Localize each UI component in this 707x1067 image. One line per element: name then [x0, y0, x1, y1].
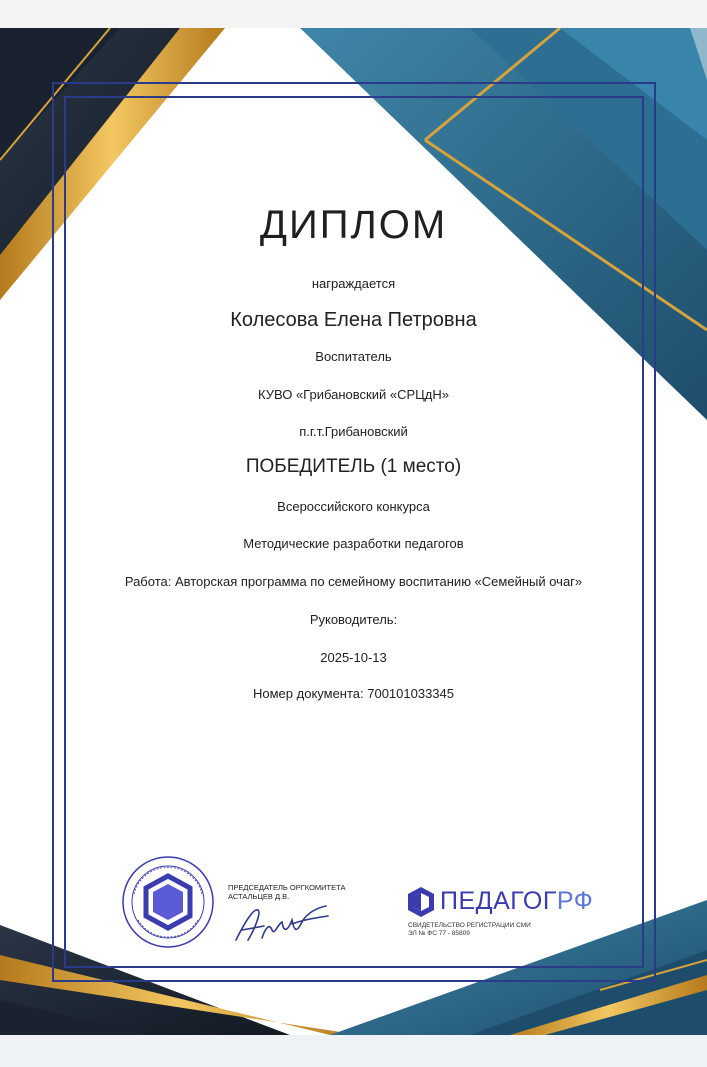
- organization-seal: [120, 854, 216, 950]
- work-title: Работа: Авторская программа по семейному воспитанию «Семейный очаг»: [124, 574, 583, 589]
- award-result: ПОБЕДИТЕЛЬ (1 место): [245, 456, 462, 477]
- chair-caption: [228, 883, 388, 901]
- hexagon-logo-icon: [406, 886, 436, 918]
- pedagog-logo: [406, 884, 606, 954]
- recipient-locality: п.г.т.Грибановский: [299, 424, 408, 439]
- supervisor-label: Руководитель:: [309, 612, 398, 627]
- issue-date: 2025-10-13: [320, 650, 387, 665]
- logo-main-text: ПЕДАГОГ: [440, 887, 557, 915]
- recipient-name: Колесова Елена Петровна: [230, 309, 477, 331]
- chair-title: ПРЕДСЕДАТЕЛЬ ОРГКОМИТЕТА: [228, 883, 346, 892]
- signature: [232, 900, 332, 946]
- diploma-title: ДИПЛОМ: [259, 203, 448, 247]
- chair-name: АСТАЛЬЦЕВ Д.В.: [228, 892, 290, 901]
- awarded-label: награждается: [311, 276, 396, 291]
- recipient-organization: КУВО «Грибановский «СРЦдН»: [258, 387, 449, 402]
- contest-type: Всероссийского конкурса: [277, 499, 430, 514]
- registration-info: [408, 922, 531, 938]
- logo-accent-text: РФ: [556, 887, 594, 915]
- recipient-position: Воспитатель: [315, 349, 392, 364]
- document-number: Номер документа: 700101033345: [253, 686, 454, 701]
- registration-line-1: СВИДЕТЕЛЬСТВО РЕГИСТРАЦИИ СМИ: [408, 922, 531, 929]
- logo-wordmark: [440, 887, 593, 916]
- contest-name: Методические разработки педагогов: [243, 536, 464, 551]
- registration-line-2: ЭЛ № ФС 77 - 85809: [408, 930, 470, 937]
